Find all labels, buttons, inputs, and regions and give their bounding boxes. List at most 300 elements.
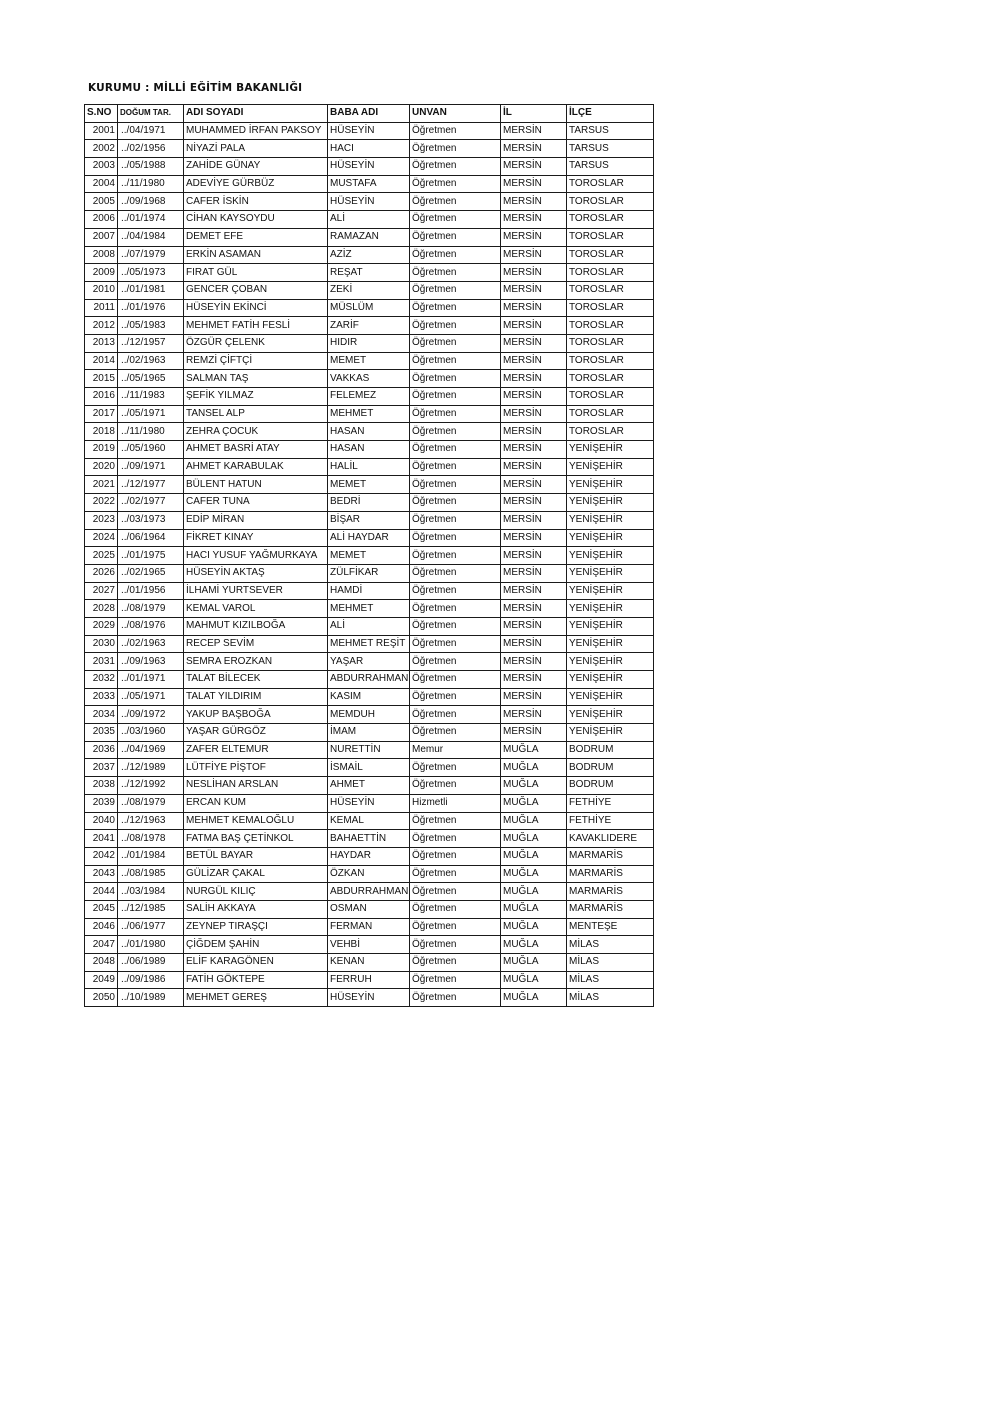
- cell-sno: 2046: [85, 918, 118, 936]
- cell-birth-date: ../11/1980: [118, 175, 184, 193]
- cell-district: YENİŞEHİR: [567, 688, 654, 706]
- cell-province: MUĞLA: [501, 954, 567, 972]
- cell-sno: 2019: [85, 441, 118, 459]
- table-row: [85, 529, 654, 547]
- cell-title: Öğretmen: [410, 617, 501, 635]
- cell-birth-date: ../12/1985: [118, 900, 184, 918]
- cell-district: TARSUS: [567, 158, 654, 176]
- cell-sno: 2041: [85, 830, 118, 848]
- cell-birth-date: ../10/1989: [118, 989, 184, 1007]
- cell-province: MERSİN: [501, 334, 567, 352]
- cell-province: MERSİN: [501, 688, 567, 706]
- cell-father-name: OSMAN: [328, 900, 410, 918]
- table-row: [85, 228, 654, 246]
- cell-province: MERSİN: [501, 405, 567, 423]
- cell-birth-date: ../01/1975: [118, 547, 184, 565]
- cell-father-name: RAMAZAN: [328, 228, 410, 246]
- cell-province: MERSİN: [501, 122, 567, 140]
- table-row: [85, 211, 654, 229]
- cell-sno: 2015: [85, 370, 118, 388]
- cell-sno: 2039: [85, 794, 118, 812]
- cell-district: YENİŞEHİR: [567, 441, 654, 459]
- cell-full-name: BÜLENT HATUN: [184, 476, 328, 494]
- cell-father-name: BİŞAR: [328, 511, 410, 529]
- cell-father-name: İSMAİL: [328, 759, 410, 777]
- cell-province: MERSİN: [501, 423, 567, 441]
- cell-district: YENİŞEHİR: [567, 547, 654, 565]
- cell-full-name: SALMAN TAŞ: [184, 370, 328, 388]
- cell-birth-date: ../02/1965: [118, 564, 184, 582]
- cell-province: MERSİN: [501, 158, 567, 176]
- cell-title: Memur: [410, 741, 501, 759]
- table-row: [85, 564, 654, 582]
- table-row: [85, 794, 654, 812]
- cell-sno: 2033: [85, 688, 118, 706]
- cell-sno: 2005: [85, 193, 118, 211]
- cell-province: MERSİN: [501, 458, 567, 476]
- cell-title: Öğretmen: [410, 352, 501, 370]
- cell-title: Öğretmen: [410, 158, 501, 176]
- cell-sno: 2030: [85, 635, 118, 653]
- cell-title: Öğretmen: [410, 830, 501, 848]
- table-row: [85, 458, 654, 476]
- cell-birth-date: ../05/1965: [118, 370, 184, 388]
- cell-title: Hizmetli: [410, 794, 501, 812]
- cell-sno: 2009: [85, 264, 118, 282]
- cell-full-name: DEMET EFE: [184, 228, 328, 246]
- cell-province: MERSİN: [501, 370, 567, 388]
- table-row: [85, 741, 654, 759]
- cell-full-name: HÜSEYİN AKTAŞ: [184, 564, 328, 582]
- table-row: [85, 617, 654, 635]
- cell-title: Öğretmen: [410, 724, 501, 742]
- cell-birth-date: ../11/1980: [118, 423, 184, 441]
- cell-full-name: SALİH AKKAYA: [184, 900, 328, 918]
- cell-province: MUĞLA: [501, 865, 567, 883]
- cell-sno: 2010: [85, 281, 118, 299]
- cell-district: YENİŞEHİR: [567, 724, 654, 742]
- cell-full-name: AHMET KARABULAK: [184, 458, 328, 476]
- cell-district: TARSUS: [567, 122, 654, 140]
- cell-province: MUĞLA: [501, 989, 567, 1007]
- cell-birth-date: ../03/1973: [118, 511, 184, 529]
- cell-province: MERSİN: [501, 211, 567, 229]
- cell-birth-date: ../03/1960: [118, 724, 184, 742]
- cell-title: Öğretmen: [410, 653, 501, 671]
- cell-sno: 2008: [85, 246, 118, 264]
- table-row: [85, 883, 654, 901]
- cell-province: MERSİN: [501, 547, 567, 565]
- cell-district: MİLAS: [567, 989, 654, 1007]
- cell-full-name: ÖZGÜR ÇELENK: [184, 334, 328, 352]
- cell-province: MUĞLA: [501, 847, 567, 865]
- table-row: [85, 724, 654, 742]
- cell-full-name: FİKRET KINAY: [184, 529, 328, 547]
- cell-full-name: TANSEL ALP: [184, 405, 328, 423]
- table-row: [85, 441, 654, 459]
- cell-title: Öğretmen: [410, 228, 501, 246]
- cell-title: Öğretmen: [410, 954, 501, 972]
- cell-birth-date: ../05/1988: [118, 158, 184, 176]
- table-body: [85, 122, 654, 1006]
- cell-title: Öğretmen: [410, 564, 501, 582]
- table-row: [85, 812, 654, 830]
- table-row: [85, 777, 654, 795]
- cell-father-name: BEDRİ: [328, 494, 410, 512]
- cell-title: Öğretmen: [410, 600, 501, 618]
- cell-birth-date: ../02/1963: [118, 635, 184, 653]
- cell-sno: 2035: [85, 724, 118, 742]
- cell-birth-date: ../08/1979: [118, 600, 184, 618]
- table-row: [85, 511, 654, 529]
- cell-district: FETHİYE: [567, 812, 654, 830]
- table-row: [85, 847, 654, 865]
- cell-province: MERSİN: [501, 600, 567, 618]
- cell-district: TOROSLAR: [567, 352, 654, 370]
- cell-full-name: HACI YUSUF YAĞMURKAYA: [184, 547, 328, 565]
- table-row: [85, 334, 654, 352]
- cell-father-name: ZÜLFİKAR: [328, 564, 410, 582]
- cell-title: Öğretmen: [410, 812, 501, 830]
- cell-district: MİLAS: [567, 971, 654, 989]
- cell-father-name: FERRUH: [328, 971, 410, 989]
- cell-father-name: REŞAT: [328, 264, 410, 282]
- cell-full-name: EDİP MİRAN: [184, 511, 328, 529]
- cell-father-name: ÖZKAN: [328, 865, 410, 883]
- cell-sno: 2001: [85, 122, 118, 140]
- cell-father-name: HÜSEYİN: [328, 122, 410, 140]
- cell-title: Öğretmen: [410, 777, 501, 795]
- cell-district: YENİŞEHİR: [567, 511, 654, 529]
- cell-district: BODRUM: [567, 777, 654, 795]
- cell-sno: 2025: [85, 547, 118, 565]
- cell-father-name: ALİ HAYDAR: [328, 529, 410, 547]
- cell-birth-date: ../01/1984: [118, 847, 184, 865]
- column-header-birth-date: DOĞUM TAR.: [118, 105, 184, 123]
- cell-title: Öğretmen: [410, 671, 501, 689]
- cell-district: YENİŞEHİR: [567, 635, 654, 653]
- cell-province: MERSİN: [501, 635, 567, 653]
- cell-father-name: VEHBİ: [328, 936, 410, 954]
- cell-title: Öğretmen: [410, 264, 501, 282]
- cell-father-name: AHMET: [328, 777, 410, 795]
- cell-father-name: MÜSLÜM: [328, 299, 410, 317]
- cell-full-name: BETÜL BAYAR: [184, 847, 328, 865]
- cell-sno: 2047: [85, 936, 118, 954]
- cell-full-name: FIRAT GÜL: [184, 264, 328, 282]
- cell-title: Öğretmen: [410, 511, 501, 529]
- cell-title: Öğretmen: [410, 936, 501, 954]
- cell-full-name: ZEHRA ÇOCUK: [184, 423, 328, 441]
- cell-district: YENİŞEHİR: [567, 529, 654, 547]
- cell-province: MERSİN: [501, 228, 567, 246]
- cell-district: TOROSLAR: [567, 388, 654, 406]
- cell-province: MUĞLA: [501, 883, 567, 901]
- table-row: [85, 122, 654, 140]
- cell-full-name: GÜLİZAR ÇAKAL: [184, 865, 328, 883]
- table-row: [85, 971, 654, 989]
- table-row: [85, 918, 654, 936]
- cell-province: MERSİN: [501, 299, 567, 317]
- table-row: [85, 671, 654, 689]
- cell-province: MUĞLA: [501, 900, 567, 918]
- cell-full-name: ADEVİYE GÜRBÜZ: [184, 175, 328, 193]
- cell-province: MUĞLA: [501, 759, 567, 777]
- cell-father-name: HACI: [328, 140, 410, 158]
- cell-district: TOROSLAR: [567, 334, 654, 352]
- table-row: [85, 175, 654, 193]
- cell-father-name: AZİZ: [328, 246, 410, 264]
- cell-birth-date: ../09/1968: [118, 193, 184, 211]
- cell-birth-date: ../02/1956: [118, 140, 184, 158]
- cell-father-name: ABDURRAHMAN: [328, 671, 410, 689]
- cell-full-name: LÜTFİYE PİŞTOF: [184, 759, 328, 777]
- cell-father-name: ZARİF: [328, 317, 410, 335]
- cell-birth-date: ../12/1977: [118, 476, 184, 494]
- cell-title: Öğretmen: [410, 281, 501, 299]
- column-header-father-name: BABA ADI: [328, 105, 410, 123]
- cell-father-name: HASAN: [328, 423, 410, 441]
- cell-district: TOROSLAR: [567, 317, 654, 335]
- table-row: [85, 759, 654, 777]
- cell-sno: 2004: [85, 175, 118, 193]
- cell-province: MERSİN: [501, 653, 567, 671]
- cell-sno: 2020: [85, 458, 118, 476]
- cell-province: MERSİN: [501, 724, 567, 742]
- cell-district: YENİŞEHİR: [567, 617, 654, 635]
- cell-title: Öğretmen: [410, 865, 501, 883]
- cell-birth-date: ../08/1978: [118, 830, 184, 848]
- cell-sno: 2034: [85, 706, 118, 724]
- cell-sno: 2013: [85, 334, 118, 352]
- table-row: [85, 158, 654, 176]
- table-row: [85, 900, 654, 918]
- cell-father-name: ZEKİ: [328, 281, 410, 299]
- cell-full-name: CAFER TUNA: [184, 494, 328, 512]
- cell-district: TOROSLAR: [567, 211, 654, 229]
- cell-sno: 2036: [85, 741, 118, 759]
- cell-full-name: YAKUP BAŞBOĞA: [184, 706, 328, 724]
- cell-district: TOROSLAR: [567, 246, 654, 264]
- column-header-province: İL: [501, 105, 567, 123]
- table-row: [85, 299, 654, 317]
- cell-district: TOROSLAR: [567, 299, 654, 317]
- cell-province: MUĞLA: [501, 741, 567, 759]
- cell-birth-date: ../02/1963: [118, 352, 184, 370]
- cell-sno: 2007: [85, 228, 118, 246]
- cell-title: Öğretmen: [410, 900, 501, 918]
- cell-title: Öğretmen: [410, 706, 501, 724]
- cell-district: YENİŞEHİR: [567, 671, 654, 689]
- cell-father-name: İMAM: [328, 724, 410, 742]
- table-row: [85, 830, 654, 848]
- cell-sno: 2038: [85, 777, 118, 795]
- cell-sno: 2048: [85, 954, 118, 972]
- cell-full-name: ELİF KARAGÖNEN: [184, 954, 328, 972]
- table-row: [85, 246, 654, 264]
- cell-father-name: FERMAN: [328, 918, 410, 936]
- cell-title: Öğretmen: [410, 193, 501, 211]
- cell-province: MUĞLA: [501, 936, 567, 954]
- cell-title: Öğretmen: [410, 582, 501, 600]
- table-row: [85, 989, 654, 1007]
- cell-title: Öğretmen: [410, 759, 501, 777]
- table-row: [85, 653, 654, 671]
- cell-full-name: GENCER ÇOBAN: [184, 281, 328, 299]
- cell-district: MARMARİS: [567, 883, 654, 901]
- cell-birth-date: ../07/1979: [118, 246, 184, 264]
- cell-title: Öğretmen: [410, 140, 501, 158]
- column-header-district: İLÇE: [567, 105, 654, 123]
- table-row: [85, 140, 654, 158]
- cell-district: YENİŞEHİR: [567, 476, 654, 494]
- cell-title: Öğretmen: [410, 847, 501, 865]
- cell-sno: 2022: [85, 494, 118, 512]
- cell-province: MERSİN: [501, 511, 567, 529]
- cell-full-name: ERKİN ASAMAN: [184, 246, 328, 264]
- cell-birth-date: ../04/1969: [118, 741, 184, 759]
- cell-sno: 2049: [85, 971, 118, 989]
- cell-father-name: HASAN: [328, 441, 410, 459]
- table-row: [85, 635, 654, 653]
- cell-full-name: CİHAN KAYSOYDU: [184, 211, 328, 229]
- cell-sno: 2014: [85, 352, 118, 370]
- cell-district: TOROSLAR: [567, 175, 654, 193]
- cell-full-name: NESLİHAN ARSLAN: [184, 777, 328, 795]
- cell-birth-date: ../09/1963: [118, 653, 184, 671]
- cell-title: Öğretmen: [410, 317, 501, 335]
- cell-birth-date: ../05/1960: [118, 441, 184, 459]
- cell-province: MERSİN: [501, 281, 567, 299]
- cell-district: MİLAS: [567, 936, 654, 954]
- cell-title: Öğretmen: [410, 476, 501, 494]
- cell-sno: 2044: [85, 883, 118, 901]
- cell-full-name: FATİH GÖKTEPE: [184, 971, 328, 989]
- cell-father-name: HÜSEYİN: [328, 158, 410, 176]
- cell-title: Öğretmen: [410, 334, 501, 352]
- cell-birth-date: ../09/1972: [118, 706, 184, 724]
- cell-province: MERSİN: [501, 317, 567, 335]
- cell-province: MERSİN: [501, 564, 567, 582]
- cell-father-name: MEHMET: [328, 405, 410, 423]
- cell-full-name: KEMAL VAROL: [184, 600, 328, 618]
- cell-district: YENİŞEHİR: [567, 458, 654, 476]
- cell-father-name: MEHMET REŞİT: [328, 635, 410, 653]
- cell-birth-date: ../05/1971: [118, 688, 184, 706]
- cell-province: MUĞLA: [501, 971, 567, 989]
- cell-full-name: ERCAN KUM: [184, 794, 328, 812]
- cell-province: MERSİN: [501, 476, 567, 494]
- table-row: [85, 264, 654, 282]
- table-row: [85, 865, 654, 883]
- cell-district: YENİŞEHİR: [567, 494, 654, 512]
- cell-father-name: MEMET: [328, 476, 410, 494]
- cell-sno: 2024: [85, 529, 118, 547]
- cell-province: MUĞLA: [501, 830, 567, 848]
- cell-title: Öğretmen: [410, 441, 501, 459]
- cell-province: MERSİN: [501, 617, 567, 635]
- cell-sno: 2012: [85, 317, 118, 335]
- cell-district: BODRUM: [567, 741, 654, 759]
- cell-title: Öğretmen: [410, 688, 501, 706]
- cell-father-name: MEMDUH: [328, 706, 410, 724]
- cell-sno: 2018: [85, 423, 118, 441]
- cell-father-name: ABDURRAHMAN: [328, 883, 410, 901]
- cell-province: MERSİN: [501, 706, 567, 724]
- cell-district: TOROSLAR: [567, 281, 654, 299]
- cell-full-name: FATMA BAŞ ÇETİNKOL: [184, 830, 328, 848]
- table-row: [85, 281, 654, 299]
- table-row: [85, 370, 654, 388]
- table-row: [85, 388, 654, 406]
- cell-district: MARMARİS: [567, 865, 654, 883]
- cell-sno: 2050: [85, 989, 118, 1007]
- cell-birth-date: ../01/1980: [118, 936, 184, 954]
- cell-province: MUĞLA: [501, 794, 567, 812]
- cell-district: TOROSLAR: [567, 423, 654, 441]
- cell-district: TOROSLAR: [567, 193, 654, 211]
- cell-province: MERSİN: [501, 529, 567, 547]
- cell-province: MERSİN: [501, 246, 567, 264]
- cell-birth-date: ../01/1971: [118, 671, 184, 689]
- cell-title: Öğretmen: [410, 458, 501, 476]
- cell-sno: 2006: [85, 211, 118, 229]
- cell-father-name: MEHMET: [328, 600, 410, 618]
- cell-full-name: TALAT BİLECEK: [184, 671, 328, 689]
- cell-father-name: KASIM: [328, 688, 410, 706]
- cell-father-name: YAŞAR: [328, 653, 410, 671]
- cell-title: Öğretmen: [410, 494, 501, 512]
- cell-district: KAVAKLIDERE: [567, 830, 654, 848]
- cell-sno: 2023: [85, 511, 118, 529]
- cell-province: MERSİN: [501, 140, 567, 158]
- cell-sno: 2037: [85, 759, 118, 777]
- cell-full-name: SEMRA EROZKAN: [184, 653, 328, 671]
- cell-title: Öğretmen: [410, 883, 501, 901]
- cell-district: YENİŞEHİR: [567, 600, 654, 618]
- cell-province: MERSİN: [501, 441, 567, 459]
- cell-sno: 2017: [85, 405, 118, 423]
- table-row: [85, 954, 654, 972]
- cell-full-name: ZAFER ELTEMUR: [184, 741, 328, 759]
- cell-full-name: YAŞAR GÜRGÖZ: [184, 724, 328, 742]
- cell-district: TARSUS: [567, 140, 654, 158]
- cell-birth-date: ../11/1983: [118, 388, 184, 406]
- table-row: [85, 476, 654, 494]
- cell-father-name: HÜSEYİN: [328, 193, 410, 211]
- cell-birth-date: ../06/1989: [118, 954, 184, 972]
- cell-province: MERSİN: [501, 264, 567, 282]
- table-row: [85, 317, 654, 335]
- cell-father-name: MEMET: [328, 547, 410, 565]
- cell-district: MARMARİS: [567, 900, 654, 918]
- cell-sno: 2021: [85, 476, 118, 494]
- cell-province: MUĞLA: [501, 777, 567, 795]
- cell-title: Öğretmen: [410, 971, 501, 989]
- cell-title: Öğretmen: [410, 122, 501, 140]
- cell-birth-date: ../12/1992: [118, 777, 184, 795]
- cell-full-name: NİYAZİ PALA: [184, 140, 328, 158]
- cell-father-name: HÜSEYİN: [328, 794, 410, 812]
- cell-district: YENİŞEHİR: [567, 582, 654, 600]
- cell-father-name: NURETTİN: [328, 741, 410, 759]
- cell-sno: 2042: [85, 847, 118, 865]
- cell-father-name: HÜSEYİN: [328, 989, 410, 1007]
- cell-district: TOROSLAR: [567, 405, 654, 423]
- cell-birth-date: ../12/1963: [118, 812, 184, 830]
- table-row: [85, 582, 654, 600]
- cell-sno: 2016: [85, 388, 118, 406]
